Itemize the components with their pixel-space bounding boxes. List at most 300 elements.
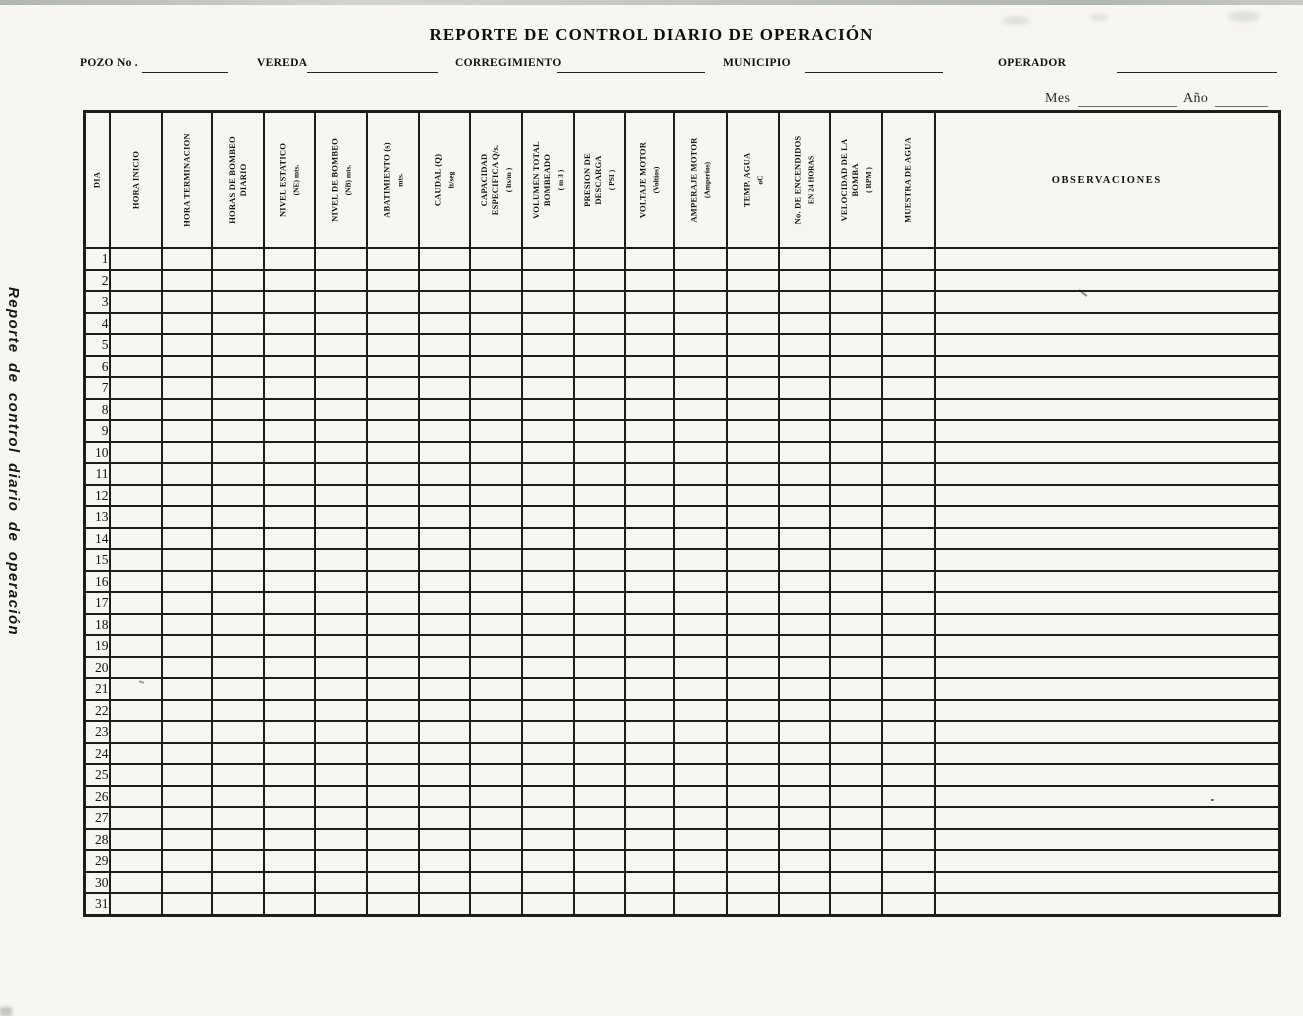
cell-nivel-estatico bbox=[264, 678, 315, 700]
column-header-label: TEMP. AGUA oC bbox=[741, 152, 764, 208]
cell-volumen-total-bombeado bbox=[522, 571, 574, 593]
cell-capacidad-especifica bbox=[470, 549, 522, 571]
cell-voltaje-motor bbox=[625, 313, 674, 335]
cell-volumen-total-bombeado bbox=[522, 872, 574, 894]
cell-abatimiento bbox=[367, 549, 419, 571]
day-number: 16 bbox=[85, 571, 110, 593]
cell-hora-inicio bbox=[110, 678, 162, 700]
cell-horas-de-bombeo-diario bbox=[212, 678, 264, 700]
cell-hora-inicio bbox=[110, 807, 162, 829]
table-row-day-31 bbox=[85, 893, 1280, 915]
cell-abatimiento bbox=[367, 356, 419, 378]
cell-abatimiento bbox=[367, 399, 419, 421]
cell-nivel-estatico bbox=[264, 528, 315, 550]
cell-muestra-de-agua bbox=[882, 700, 935, 722]
cell-presion-de-descarga bbox=[574, 248, 625, 270]
cell-voltaje-motor bbox=[625, 764, 674, 786]
cell-hora-terminacion bbox=[162, 571, 212, 593]
cell-hora-inicio bbox=[110, 549, 162, 571]
cell-hora-inicio bbox=[110, 506, 162, 528]
cell-temp-agua bbox=[727, 248, 779, 270]
cell-velocidad-de-la-bomba bbox=[830, 377, 882, 399]
cell-velocidad-de-la-bomba bbox=[830, 657, 882, 679]
cell-amperaje-motor bbox=[674, 442, 727, 464]
cell-velocidad-de-la-bomba bbox=[830, 463, 882, 485]
cell-abatimiento bbox=[367, 700, 419, 722]
cell-temp-agua bbox=[727, 893, 779, 915]
cell-muestra-de-agua bbox=[882, 829, 935, 851]
cell-horas-de-bombeo-diario bbox=[212, 829, 264, 851]
cell-amperaje-motor bbox=[674, 528, 727, 550]
cell-abatimiento bbox=[367, 678, 419, 700]
table-row-day-28 bbox=[85, 829, 1280, 851]
cell-caudal bbox=[419, 764, 470, 786]
cell-observaciones bbox=[935, 356, 1280, 378]
cell-volumen-total-bombeado bbox=[522, 528, 574, 550]
cell-amperaje-motor bbox=[674, 743, 727, 765]
cell-amperaje-motor bbox=[674, 807, 727, 829]
cell-observaciones bbox=[935, 592, 1280, 614]
cell-horas-de-bombeo-diario bbox=[212, 270, 264, 292]
column-header-nivel-de-bombeo bbox=[315, 112, 367, 249]
cell-hora-terminacion bbox=[162, 678, 212, 700]
cell-hora-terminacion bbox=[162, 592, 212, 614]
cell-voltaje-motor bbox=[625, 571, 674, 593]
cell-presion-de-descarga bbox=[574, 614, 625, 636]
cell-hora-inicio bbox=[110, 291, 162, 313]
cell-caudal bbox=[419, 700, 470, 722]
cell-nivel-de-bombeo bbox=[315, 614, 367, 636]
cell-volumen-total-bombeado bbox=[522, 420, 574, 442]
cell-abatimiento bbox=[367, 485, 419, 507]
cell-caudal bbox=[419, 270, 470, 292]
cell-velocidad-de-la-bomba bbox=[830, 829, 882, 851]
field-label-vereda: VEREDA bbox=[257, 57, 308, 69]
cell-muestra-de-agua bbox=[882, 764, 935, 786]
cell-muestra-de-agua bbox=[882, 571, 935, 593]
cell-velocidad-de-la-bomba bbox=[830, 420, 882, 442]
cell-nivel-estatico bbox=[264, 721, 315, 743]
cell-volumen-total-bombeado bbox=[522, 743, 574, 765]
cell-hora-terminacion bbox=[162, 334, 212, 356]
cell-capacidad-especifica bbox=[470, 721, 522, 743]
cell-voltaje-motor bbox=[625, 399, 674, 421]
cell-no-de-encendidos bbox=[779, 270, 830, 292]
cell-voltaje-motor bbox=[625, 248, 674, 270]
cell-nivel-de-bombeo bbox=[315, 592, 367, 614]
cell-velocidad-de-la-bomba bbox=[830, 614, 882, 636]
cell-hora-terminacion bbox=[162, 657, 212, 679]
cell-abatimiento bbox=[367, 313, 419, 335]
day-number: 31 bbox=[85, 893, 110, 915]
cell-hora-inicio bbox=[110, 485, 162, 507]
table-row-day-14 bbox=[85, 528, 1280, 550]
cell-abatimiento bbox=[367, 463, 419, 485]
cell-nivel-estatico bbox=[264, 377, 315, 399]
cell-capacidad-especifica bbox=[470, 657, 522, 679]
cell-no-de-encendidos bbox=[779, 442, 830, 464]
cell-observaciones bbox=[935, 635, 1280, 657]
column-header-nivel-estatico bbox=[264, 112, 315, 249]
cell-caudal bbox=[419, 893, 470, 915]
cell-caudal bbox=[419, 528, 470, 550]
cell-volumen-total-bombeado bbox=[522, 313, 574, 335]
cell-muestra-de-agua bbox=[882, 313, 935, 335]
cell-velocidad-de-la-bomba bbox=[830, 248, 882, 270]
cell-temp-agua bbox=[727, 721, 779, 743]
cell-abatimiento bbox=[367, 571, 419, 593]
column-header-label: MUESTRA DE AGUA bbox=[902, 137, 913, 223]
cell-nivel-estatico bbox=[264, 506, 315, 528]
cell-amperaje-motor bbox=[674, 571, 727, 593]
cell-no-de-encendidos bbox=[779, 528, 830, 550]
column-header-label: VOLTAJE MOTOR (Voltios) bbox=[637, 141, 661, 219]
cell-caudal bbox=[419, 399, 470, 421]
day-number: 10 bbox=[85, 442, 110, 464]
cell-temp-agua bbox=[727, 592, 779, 614]
scan-corner-artifact bbox=[0, 1007, 12, 1016]
scan-smudge bbox=[1002, 16, 1030, 25]
cell-volumen-total-bombeado bbox=[522, 377, 574, 399]
cell-presion-de-descarga bbox=[574, 377, 625, 399]
field-label-mes: Mes bbox=[1045, 91, 1071, 106]
cell-nivel-de-bombeo bbox=[315, 872, 367, 894]
cell-presion-de-descarga bbox=[574, 506, 625, 528]
cell-observaciones bbox=[935, 463, 1280, 485]
field-line-municipio bbox=[805, 59, 943, 73]
cell-abatimiento bbox=[367, 786, 419, 808]
cell-capacidad-especifica bbox=[470, 248, 522, 270]
cell-nivel-de-bombeo bbox=[315, 700, 367, 722]
cell-velocidad-de-la-bomba bbox=[830, 700, 882, 722]
cell-hora-terminacion bbox=[162, 614, 212, 636]
cell-abatimiento bbox=[367, 807, 419, 829]
cell-horas-de-bombeo-diario bbox=[212, 635, 264, 657]
cell-velocidad-de-la-bomba bbox=[830, 743, 882, 765]
table-row-day-7 bbox=[85, 377, 1280, 399]
cell-velocidad-de-la-bomba bbox=[830, 571, 882, 593]
cell-hora-terminacion bbox=[162, 485, 212, 507]
cell-nivel-de-bombeo bbox=[315, 356, 367, 378]
cell-nivel-estatico bbox=[264, 872, 315, 894]
table-row-day-19 bbox=[85, 635, 1280, 657]
cell-no-de-encendidos bbox=[779, 334, 830, 356]
field-label-pozo-no: POZO No . bbox=[80, 57, 138, 69]
cell-volumen-total-bombeado bbox=[522, 291, 574, 313]
cell-observaciones bbox=[935, 678, 1280, 700]
table-row-day-5 bbox=[85, 334, 1280, 356]
cell-capacidad-especifica bbox=[470, 463, 522, 485]
cell-presion-de-descarga bbox=[574, 313, 625, 335]
cell-amperaje-motor bbox=[674, 635, 727, 657]
cell-temp-agua bbox=[727, 528, 779, 550]
table-row-day-6 bbox=[85, 356, 1280, 378]
cell-observaciones bbox=[935, 377, 1280, 399]
cell-horas-de-bombeo-diario bbox=[212, 313, 264, 335]
cell-capacidad-especifica bbox=[470, 334, 522, 356]
column-header-horas-de-bombeo-diario bbox=[212, 112, 264, 249]
cell-muestra-de-agua bbox=[882, 270, 935, 292]
cell-observaciones bbox=[935, 420, 1280, 442]
cell-observaciones bbox=[935, 721, 1280, 743]
cell-voltaje-motor bbox=[625, 442, 674, 464]
cell-nivel-de-bombeo bbox=[315, 463, 367, 485]
cell-muestra-de-agua bbox=[882, 334, 935, 356]
cell-abatimiento bbox=[367, 270, 419, 292]
cell-hora-inicio bbox=[110, 528, 162, 550]
cell-capacidad-especifica bbox=[470, 635, 522, 657]
cell-hora-inicio bbox=[110, 463, 162, 485]
cell-no-de-encendidos bbox=[779, 614, 830, 636]
cell-nivel-de-bombeo bbox=[315, 764, 367, 786]
field-line-pozo-no bbox=[142, 59, 228, 73]
cell-hora-terminacion bbox=[162, 893, 212, 915]
cell-nivel-estatico bbox=[264, 313, 315, 335]
column-header-label: No. DE ENCENDIDOS EN 24 HORAS bbox=[792, 135, 816, 225]
cell-temp-agua bbox=[727, 463, 779, 485]
table-row-day-27 bbox=[85, 807, 1280, 829]
field-label-ano: Año bbox=[1183, 91, 1209, 106]
cell-voltaje-motor bbox=[625, 377, 674, 399]
cell-horas-de-bombeo-diario bbox=[212, 485, 264, 507]
column-header-velocidad-de-la-bomba bbox=[830, 112, 882, 249]
table-row-day-10 bbox=[85, 442, 1280, 464]
cell-no-de-encendidos bbox=[779, 764, 830, 786]
cell-voltaje-motor bbox=[625, 743, 674, 765]
cell-observaciones bbox=[935, 549, 1280, 571]
cell-hora-inicio bbox=[110, 571, 162, 593]
cell-horas-de-bombeo-diario bbox=[212, 463, 264, 485]
cell-observaciones bbox=[935, 313, 1280, 335]
cell-hora-inicio bbox=[110, 893, 162, 915]
cell-caudal bbox=[419, 420, 470, 442]
form-title: REPORTE DE CONTROL DIARIO DE OPERACIÓN bbox=[429, 25, 874, 44]
day-number: 1 bbox=[85, 248, 110, 270]
cell-horas-de-bombeo-diario bbox=[212, 850, 264, 872]
cell-voltaje-motor bbox=[625, 549, 674, 571]
cell-volumen-total-bombeado bbox=[522, 721, 574, 743]
cell-caudal bbox=[419, 248, 470, 270]
cell-temp-agua bbox=[727, 786, 779, 808]
cell-hora-inicio bbox=[110, 356, 162, 378]
cell-volumen-total-bombeado bbox=[522, 592, 574, 614]
cell-no-de-encendidos bbox=[779, 829, 830, 851]
cell-presion-de-descarga bbox=[574, 678, 625, 700]
cell-muestra-de-agua bbox=[882, 549, 935, 571]
cell-temp-agua bbox=[727, 506, 779, 528]
scan-edge-artifact bbox=[0, 0, 1303, 5]
cell-presion-de-descarga bbox=[574, 528, 625, 550]
cell-no-de-encendidos bbox=[779, 571, 830, 593]
cell-volumen-total-bombeado bbox=[522, 356, 574, 378]
field-label-operador: OPERADOR bbox=[998, 57, 1067, 69]
cell-hora-terminacion bbox=[162, 270, 212, 292]
table-row-day-18 bbox=[85, 614, 1280, 636]
table-row-day-29 bbox=[85, 850, 1280, 872]
cell-velocidad-de-la-bomba bbox=[830, 893, 882, 915]
cell-volumen-total-bombeado bbox=[522, 764, 574, 786]
cell-horas-de-bombeo-diario bbox=[212, 248, 264, 270]
cell-no-de-encendidos bbox=[779, 786, 830, 808]
cell-temp-agua bbox=[727, 442, 779, 464]
cell-presion-de-descarga bbox=[574, 420, 625, 442]
cell-voltaje-motor bbox=[625, 528, 674, 550]
cell-horas-de-bombeo-diario bbox=[212, 377, 264, 399]
cell-velocidad-de-la-bomba bbox=[830, 872, 882, 894]
cell-horas-de-bombeo-diario bbox=[212, 549, 264, 571]
cell-nivel-estatico bbox=[264, 571, 315, 593]
cell-presion-de-descarga bbox=[574, 485, 625, 507]
cell-horas-de-bombeo-diario bbox=[212, 743, 264, 765]
day-number: 9 bbox=[85, 420, 110, 442]
cell-nivel-estatico bbox=[264, 764, 315, 786]
cell-nivel-de-bombeo bbox=[315, 334, 367, 356]
cell-velocidad-de-la-bomba bbox=[830, 549, 882, 571]
scan-smudge bbox=[1090, 14, 1108, 21]
cell-amperaje-motor bbox=[674, 334, 727, 356]
cell-horas-de-bombeo-diario bbox=[212, 657, 264, 679]
cell-volumen-total-bombeado bbox=[522, 442, 574, 464]
cell-nivel-de-bombeo bbox=[315, 893, 367, 915]
cell-muestra-de-agua bbox=[882, 678, 935, 700]
cell-temp-agua bbox=[727, 377, 779, 399]
cell-no-de-encendidos bbox=[779, 678, 830, 700]
cell-hora-terminacion bbox=[162, 829, 212, 851]
cell-hora-terminacion bbox=[162, 635, 212, 657]
cell-volumen-total-bombeado bbox=[522, 807, 574, 829]
cell-abatimiento bbox=[367, 743, 419, 765]
cell-abatimiento bbox=[367, 334, 419, 356]
cell-caudal bbox=[419, 807, 470, 829]
cell-hora-terminacion bbox=[162, 506, 212, 528]
cell-volumen-total-bombeado bbox=[522, 850, 574, 872]
cell-observaciones bbox=[935, 850, 1280, 872]
cell-presion-de-descarga bbox=[574, 764, 625, 786]
cell-temp-agua bbox=[727, 313, 779, 335]
table-row-day-23 bbox=[85, 721, 1280, 743]
side-caption: Reporte de control diario de operación bbox=[5, 287, 22, 637]
cell-nivel-de-bombeo bbox=[315, 291, 367, 313]
cell-hora-terminacion bbox=[162, 313, 212, 335]
cell-caudal bbox=[419, 334, 470, 356]
cell-hora-terminacion bbox=[162, 420, 212, 442]
cell-voltaje-motor bbox=[625, 291, 674, 313]
cell-volumen-total-bombeado bbox=[522, 678, 574, 700]
cell-nivel-estatico bbox=[264, 356, 315, 378]
cell-caudal bbox=[419, 850, 470, 872]
cell-nivel-de-bombeo bbox=[315, 743, 367, 765]
column-header-label: NIVEL DE BOMBEO (NB) mts. bbox=[329, 138, 352, 222]
day-number: 12 bbox=[85, 485, 110, 507]
day-number: 4 bbox=[85, 313, 110, 335]
cell-abatimiento bbox=[367, 528, 419, 550]
field-line-ano bbox=[1215, 92, 1268, 107]
cell-volumen-total-bombeado bbox=[522, 786, 574, 808]
cell-no-de-encendidos bbox=[779, 463, 830, 485]
cell-nivel-de-bombeo bbox=[315, 635, 367, 657]
cell-abatimiento bbox=[367, 420, 419, 442]
header-row bbox=[85, 112, 1280, 249]
cell-volumen-total-bombeado bbox=[522, 635, 574, 657]
day-number: 6 bbox=[85, 356, 110, 378]
cell-nivel-estatico bbox=[264, 807, 315, 829]
cell-velocidad-de-la-bomba bbox=[830, 356, 882, 378]
cell-caudal bbox=[419, 571, 470, 593]
cell-hora-inicio bbox=[110, 377, 162, 399]
cell-velocidad-de-la-bomba bbox=[830, 485, 882, 507]
column-header-no-de-encendidos bbox=[779, 112, 830, 249]
field-label-corregimiento: CORREGIMIENTO bbox=[455, 57, 562, 69]
field-line-corregimiento bbox=[557, 59, 705, 73]
column-header-label: NIVEL ESTATICO (NE) mts. bbox=[277, 142, 301, 218]
cell-no-de-encendidos bbox=[779, 399, 830, 421]
cell-temp-agua bbox=[727, 270, 779, 292]
day-number: 20 bbox=[85, 657, 110, 679]
cell-amperaje-motor bbox=[674, 313, 727, 335]
cell-nivel-estatico bbox=[264, 549, 315, 571]
column-header-amperaje-motor bbox=[674, 112, 727, 249]
cell-caudal bbox=[419, 442, 470, 464]
cell-observaciones bbox=[935, 399, 1280, 421]
cell-horas-de-bombeo-diario bbox=[212, 807, 264, 829]
cell-temp-agua bbox=[727, 829, 779, 851]
cell-amperaje-motor bbox=[674, 549, 727, 571]
cell-hora-inicio bbox=[110, 850, 162, 872]
cell-abatimiento bbox=[367, 506, 419, 528]
cell-horas-de-bombeo-diario bbox=[212, 592, 264, 614]
cell-capacidad-especifica bbox=[470, 399, 522, 421]
day-number: 23 bbox=[85, 721, 110, 743]
day-number: 5 bbox=[85, 334, 110, 356]
cell-abatimiento bbox=[367, 592, 419, 614]
day-number: 29 bbox=[85, 850, 110, 872]
cell-caudal bbox=[419, 743, 470, 765]
cell-capacidad-especifica bbox=[470, 614, 522, 636]
cell-nivel-de-bombeo bbox=[315, 313, 367, 335]
cell-voltaje-motor bbox=[625, 893, 674, 915]
cell-presion-de-descarga bbox=[574, 872, 625, 894]
cell-nivel-estatico bbox=[264, 657, 315, 679]
cell-presion-de-descarga bbox=[574, 850, 625, 872]
column-header-muestra-de-agua bbox=[882, 112, 935, 249]
daily-operation-table bbox=[83, 110, 1281, 917]
cell-amperaje-motor bbox=[674, 270, 727, 292]
cell-capacidad-especifica bbox=[470, 571, 522, 593]
cell-hora-inicio bbox=[110, 764, 162, 786]
cell-temp-agua bbox=[727, 678, 779, 700]
cell-no-de-encendidos bbox=[779, 743, 830, 765]
cell-amperaje-motor bbox=[674, 678, 727, 700]
cell-hora-terminacion bbox=[162, 528, 212, 550]
cell-abatimiento bbox=[367, 291, 419, 313]
day-number: 21 bbox=[85, 678, 110, 700]
cell-horas-de-bombeo-diario bbox=[212, 872, 264, 894]
cell-caudal bbox=[419, 313, 470, 335]
cell-nivel-de-bombeo bbox=[315, 786, 367, 808]
cell-observaciones bbox=[935, 614, 1280, 636]
cell-nivel-de-bombeo bbox=[315, 485, 367, 507]
day-number: 18 bbox=[85, 614, 110, 636]
cell-abatimiento bbox=[367, 657, 419, 679]
cell-hora-terminacion bbox=[162, 356, 212, 378]
day-number: 7 bbox=[85, 377, 110, 399]
cell-temp-agua bbox=[727, 764, 779, 786]
cell-volumen-total-bombeado bbox=[522, 549, 574, 571]
day-number: 24 bbox=[85, 743, 110, 765]
day-number: 25 bbox=[85, 764, 110, 786]
cell-observaciones bbox=[935, 442, 1280, 464]
cell-voltaje-motor bbox=[625, 463, 674, 485]
